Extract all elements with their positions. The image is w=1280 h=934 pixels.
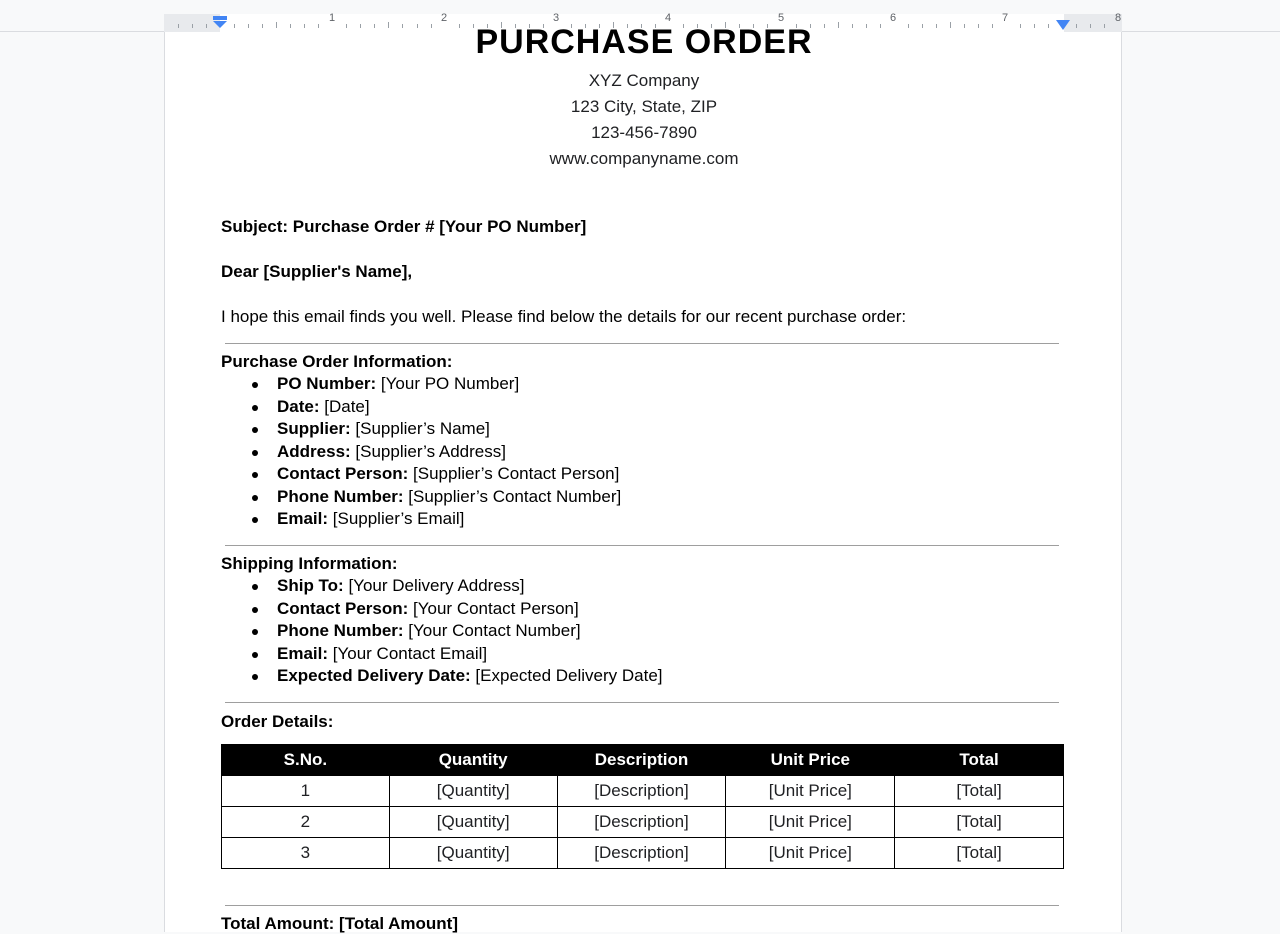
list-item bbox=[221, 441, 621, 464]
item-label: Ship To: bbox=[277, 576, 344, 595]
ruler-number: 1 bbox=[328, 12, 336, 24]
document-page[interactable] bbox=[164, 23, 1122, 933]
bullet-icon bbox=[252, 427, 258, 433]
divider bbox=[225, 545, 1059, 546]
item-value: [Your Contact Person] bbox=[408, 598, 579, 618]
item-value: [Your Contact Number] bbox=[403, 621, 581, 640]
bullet-icon bbox=[252, 405, 258, 411]
item-value: [Supplier’s Email] bbox=[328, 509, 465, 528]
shipping-list bbox=[221, 575, 663, 688]
bullet-icon bbox=[252, 517, 258, 523]
order-details-table bbox=[221, 744, 1064, 869]
list-item bbox=[221, 575, 663, 598]
item-label: Expected Delivery Date: bbox=[277, 666, 471, 685]
item-label: Address: bbox=[277, 441, 351, 461]
order-details-heading: Order Details: bbox=[221, 712, 334, 731]
bullet-icon bbox=[252, 495, 258, 501]
list-item bbox=[221, 486, 621, 509]
table-cell: [Quantity] bbox=[389, 838, 557, 869]
ruler-number: 4 bbox=[664, 12, 672, 24]
bullet-icon bbox=[252, 674, 258, 680]
email-intro: I hope this email finds you well. Please find below the details for our recent purchase order: bbox=[221, 307, 907, 326]
email-subject: Subject: Purchase Order # [Your PO Number] bbox=[221, 217, 587, 236]
divider bbox=[225, 343, 1059, 344]
item-value: [Supplier’s Contact Person] bbox=[408, 464, 620, 483]
ruler-number: 7 bbox=[1001, 12, 1009, 24]
bullet-icon bbox=[252, 382, 258, 388]
item-label: Email: bbox=[277, 643, 329, 663]
item-value: [Supplier’s Name] bbox=[350, 419, 490, 438]
table-row bbox=[222, 807, 1064, 838]
bullet-icon bbox=[252, 629, 258, 635]
bullet-icon bbox=[252, 607, 258, 613]
divider bbox=[225, 702, 1059, 703]
item-value: [Your Delivery Address] bbox=[343, 576, 525, 595]
company-name: XYZ Company bbox=[588, 71, 700, 90]
company-website: www.companyname.com bbox=[549, 149, 739, 168]
shipping-heading: Shipping Information: bbox=[221, 554, 398, 573]
table-header-row bbox=[222, 745, 1064, 776]
table-cell: [Unit Price] bbox=[726, 776, 895, 807]
item-label: Phone Number: bbox=[277, 621, 404, 640]
email-greeting: Dear [Supplier's Name], bbox=[221, 262, 413, 281]
bullet-icon bbox=[252, 472, 258, 478]
table-cell: [Description] bbox=[557, 838, 726, 869]
list-item bbox=[221, 373, 621, 396]
table-cell: [Quantity] bbox=[389, 807, 557, 838]
list-item bbox=[221, 508, 621, 531]
item-value: [Supplier’s Address] bbox=[350, 441, 506, 461]
table-cell: [Description] bbox=[557, 776, 726, 807]
table-cell: 1 bbox=[222, 776, 390, 807]
ruler-number: 6 bbox=[889, 12, 897, 24]
divider bbox=[225, 905, 1059, 906]
item-label: Email: bbox=[277, 509, 329, 528]
item-label: Contact Person: bbox=[277, 464, 409, 483]
item-value: [Your PO Number] bbox=[376, 374, 520, 393]
list-item bbox=[221, 418, 621, 441]
table-cell: [Total] bbox=[895, 807, 1064, 838]
table-cell: [Quantity] bbox=[389, 776, 557, 807]
item-label: Phone Number: bbox=[277, 486, 404, 506]
item-value: [Date] bbox=[319, 396, 370, 416]
item-label: Supplier: bbox=[277, 419, 351, 438]
list-item bbox=[221, 396, 621, 419]
list-item bbox=[221, 598, 663, 621]
column-header: Total bbox=[895, 745, 1064, 776]
list-item bbox=[221, 643, 663, 666]
po-info-list bbox=[221, 373, 621, 531]
table-cell: 3 bbox=[222, 838, 390, 869]
list-item bbox=[221, 620, 663, 643]
column-header: Quantity bbox=[389, 745, 557, 776]
bullet-icon bbox=[252, 450, 258, 456]
table-cell: 2 bbox=[222, 807, 390, 838]
ruler-number: 3 bbox=[552, 12, 560, 24]
table-cell: [Description] bbox=[557, 807, 726, 838]
table-row bbox=[222, 776, 1064, 807]
item-label: PO Number: bbox=[277, 374, 377, 393]
bullet-icon bbox=[252, 584, 258, 590]
ruler-number: 5 bbox=[777, 12, 785, 24]
ruler-number: 8 bbox=[1114, 12, 1122, 24]
item-label: Date: bbox=[277, 396, 320, 416]
table-row bbox=[222, 838, 1064, 869]
list-item bbox=[221, 665, 663, 688]
item-value: [Expected Delivery Date] bbox=[470, 666, 663, 685]
company-phone: 123-456-7890 bbox=[591, 123, 697, 142]
list-item bbox=[221, 463, 621, 486]
table-cell: [Total] bbox=[895, 776, 1064, 807]
company-address: 123 City, State, ZIP bbox=[570, 97, 718, 116]
bullet-icon bbox=[252, 652, 258, 658]
total-amount-line: Total Amount: [Total Amount] bbox=[221, 914, 458, 933]
table-cell: [Unit Price] bbox=[726, 838, 895, 869]
ruler-number: 2 bbox=[440, 12, 448, 24]
column-header: Unit Price bbox=[726, 745, 895, 776]
table-cell: [Unit Price] bbox=[726, 807, 895, 838]
item-label: Contact Person: bbox=[277, 598, 409, 618]
column-header: S.No. bbox=[222, 745, 390, 776]
document-title: PURCHASE ORDER bbox=[475, 23, 813, 61]
item-value: [Your Contact Email] bbox=[328, 643, 488, 663]
item-value: [Supplier’s Contact Number] bbox=[403, 486, 622, 506]
table-cell: [Total] bbox=[895, 838, 1064, 869]
column-header: Description bbox=[557, 745, 726, 776]
po-info-heading: Purchase Order Information: bbox=[221, 352, 453, 371]
